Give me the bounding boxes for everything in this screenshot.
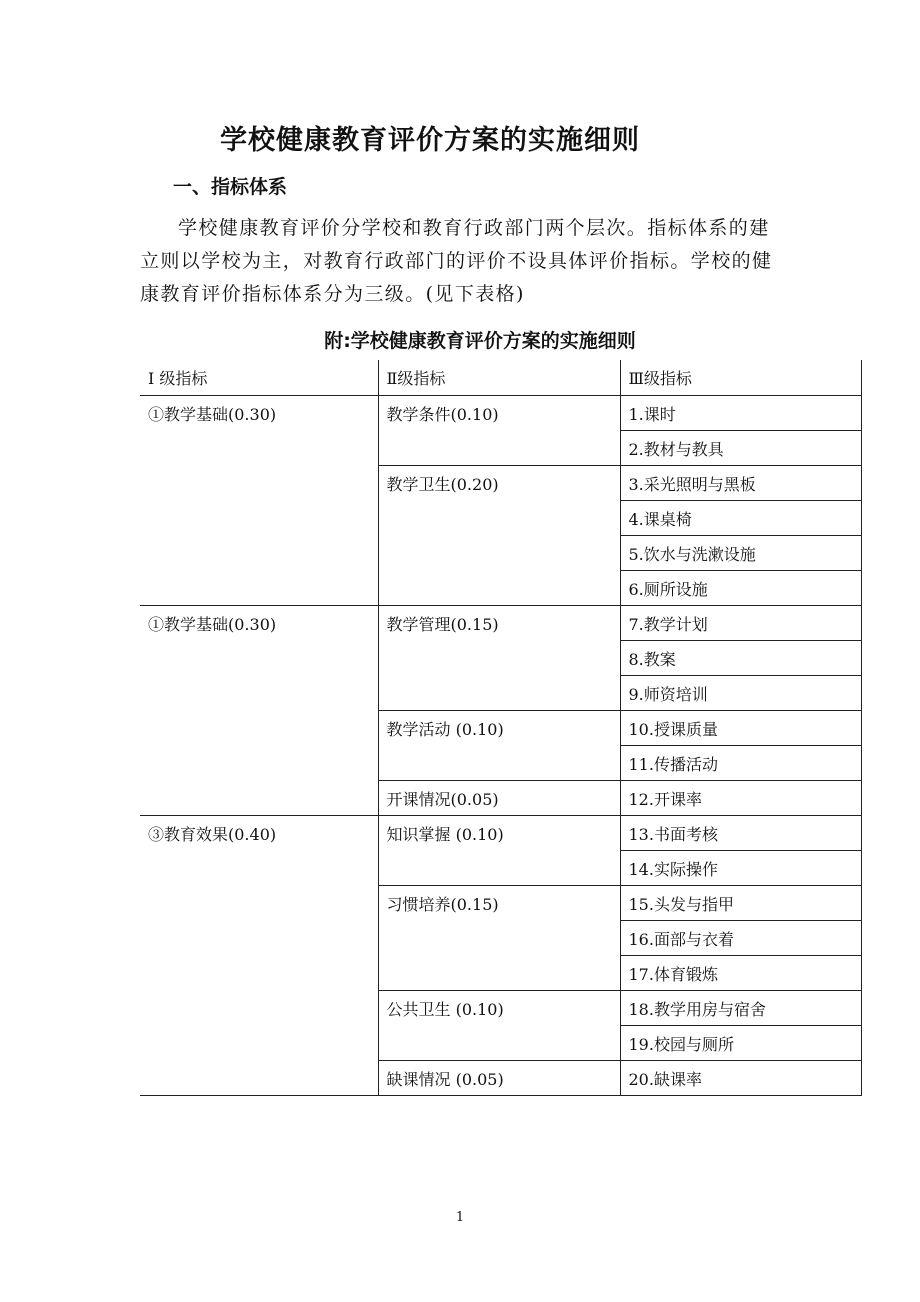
- level3-cell: 7.教学计划: [620, 605, 861, 640]
- header-level1: Ⅰ 级指标: [140, 360, 378, 395]
- level3-cell: 15.头发与指甲: [620, 885, 861, 920]
- level1-cell: ①教学基础(0.30): [140, 395, 378, 605]
- level2-cell: 知识掌握 (0.10): [378, 815, 620, 885]
- level2-cell: 教学活动 (0.10): [378, 710, 620, 780]
- level3-cell: 4.课桌椅: [620, 500, 861, 535]
- level3-cell: 16.面部与衣着: [620, 920, 861, 955]
- level3-cell: 3.采光照明与黑板: [620, 465, 861, 500]
- indicator-table: [140, 360, 862, 1096]
- level2-cell: 公共卫生 (0.10): [378, 990, 620, 1060]
- body-paragraph: 学校健康教育评价分学校和教育行政部门两个层次。指标体系的建立则以学校为主，对教育行政部门的评价不设具体评价指标。学校的健康教育评价指标体系分为三级。(见下表格): [140, 217, 773, 305]
- level3-cell: 11.传播活动: [620, 745, 861, 780]
- level3-cell: 19.校园与厕所: [620, 1025, 861, 1060]
- level3-cell: 13.书面考核: [620, 815, 861, 850]
- level3-cell: 8.教案: [620, 640, 861, 675]
- table-row: [140, 605, 861, 640]
- table-row: [140, 395, 861, 430]
- section-heading: 一、指标体系: [173, 176, 288, 198]
- level1-cell: ③教育效果(0.40): [140, 815, 378, 1095]
- level3-cell: 20.缺课率: [620, 1060, 861, 1095]
- level1-cell: ①教学基础(0.30): [140, 605, 378, 815]
- document-title: 学校健康教育评价方案的实施细则: [220, 125, 640, 156]
- header-level3: Ⅲ级指标: [620, 360, 861, 395]
- table-caption: 附:学校健康教育评价方案的实施细则: [324, 330, 636, 352]
- level2-cell: 教学管理(0.15): [378, 605, 620, 710]
- page-number: 1: [455, 1210, 465, 1225]
- level3-cell: 1.课时: [620, 395, 861, 430]
- level2-cell: 开课情况(0.05): [378, 780, 620, 815]
- level3-cell: 6.厕所设施: [620, 570, 861, 605]
- level3-cell: 17.体育锻炼: [620, 955, 861, 990]
- level3-cell: 14.实际操作: [620, 850, 861, 885]
- level3-cell: 18.教学用房与宿舍: [620, 990, 861, 1025]
- level3-cell: 9.师资培训: [620, 675, 861, 710]
- level3-cell: 12.开课率: [620, 780, 861, 815]
- table-row: [140, 815, 861, 850]
- level2-cell: 缺课情况 (0.05): [378, 1060, 620, 1095]
- header-level2: Ⅱ级指标: [378, 360, 620, 395]
- level3-cell: 2.教材与教具: [620, 430, 861, 465]
- level3-cell: 10.授课质量: [620, 710, 861, 745]
- level2-cell: 习惯培养(0.15): [378, 885, 620, 990]
- level2-cell: 教学条件(0.10): [378, 395, 620, 465]
- level3-cell: 5.饮水与洗漱设施: [620, 535, 861, 570]
- level2-cell: 教学卫生(0.20): [378, 465, 620, 605]
- table-header-row: [140, 360, 861, 395]
